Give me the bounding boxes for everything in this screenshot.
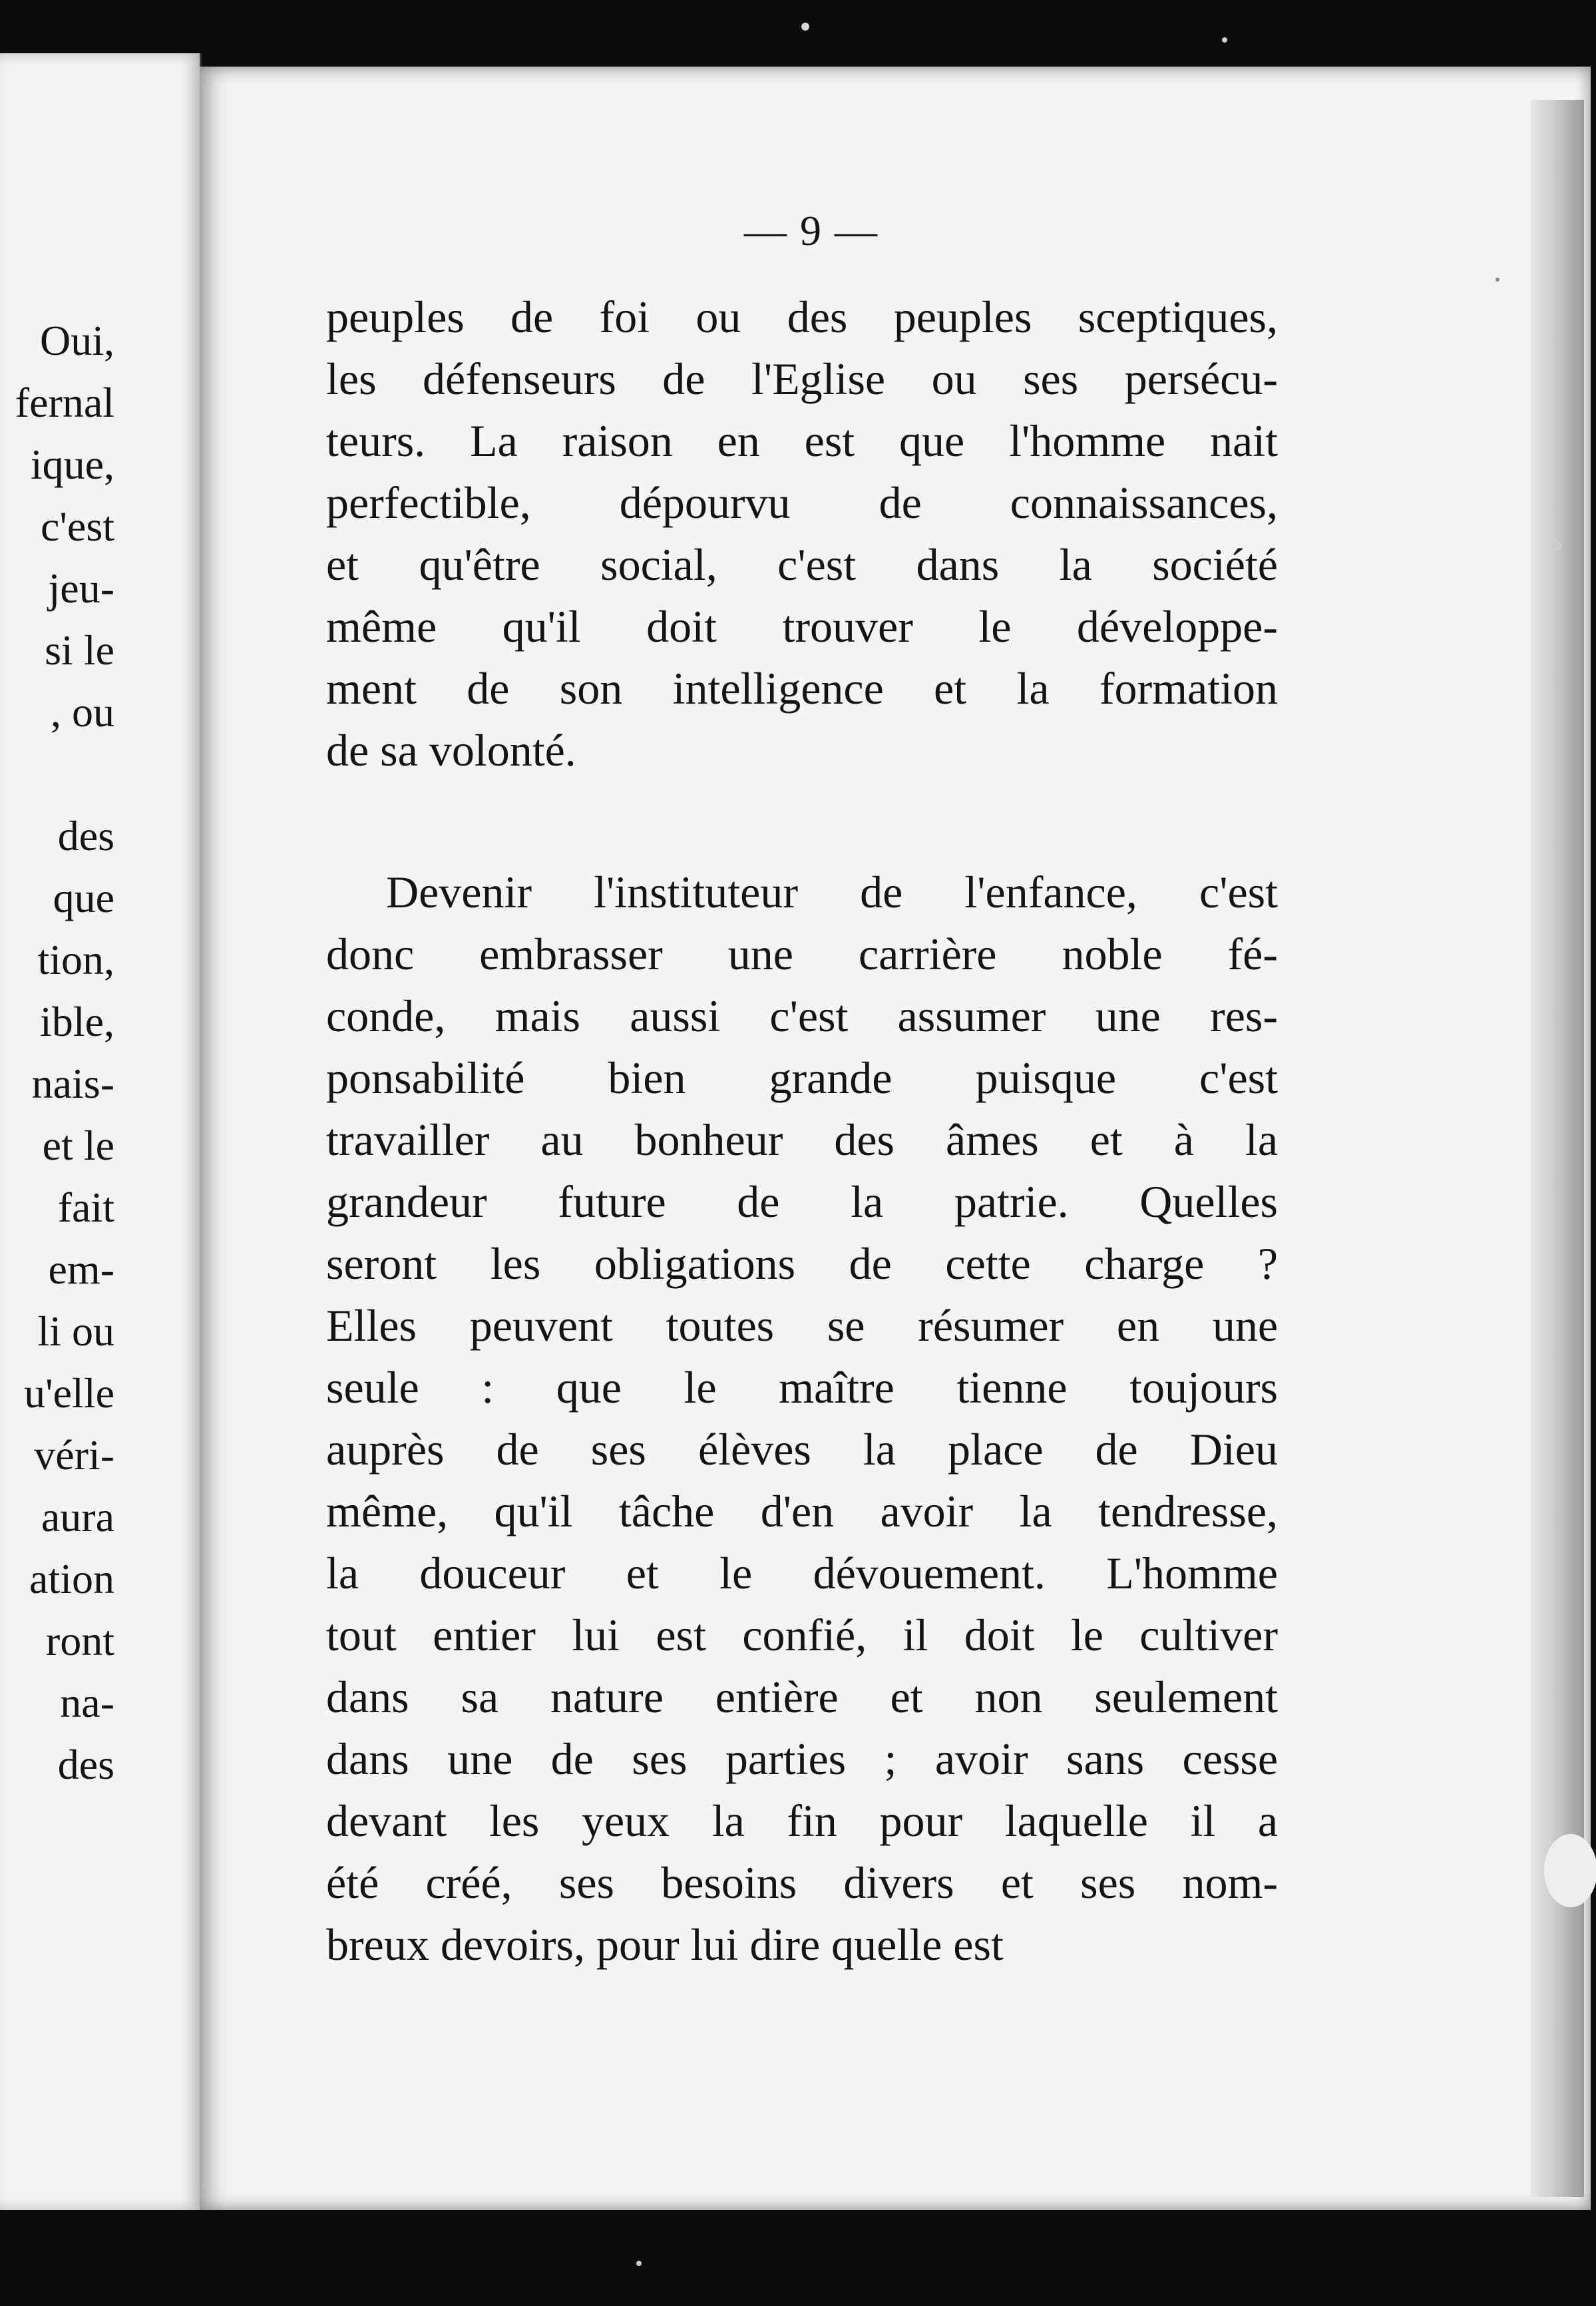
- text-line: de sa volonté.: [326, 725, 576, 776]
- text-line: et qu'être social, c'est dans la société: [326, 539, 1278, 590]
- left-text-fragment: aura: [41, 1493, 114, 1540]
- page-edge: [1531, 100, 1584, 2197]
- left-text-fragment: et le: [42, 1122, 114, 1169]
- left-text-fragment: ible,: [40, 998, 114, 1045]
- paragraph-2: [326, 861, 1278, 1976]
- left-text-fragment: si le: [45, 626, 114, 674]
- left-page-text: [0, 53, 114, 2210]
- left-text-fragment: u'elle: [24, 1369, 114, 1417]
- left-text-fragment: c'est: [40, 503, 114, 550]
- text-line: donc embrasser une carrière noble fé-: [326, 929, 1278, 979]
- paragraph-1: [326, 286, 1278, 782]
- left-text-fragment: que: [53, 874, 114, 921]
- text-line: dans une de ses parties ; avoir sans cesse: [326, 1733, 1278, 1784]
- left-text-fragment: em-: [48, 1246, 114, 1293]
- text-line: perfectible, dépourvu de connaissances,: [326, 477, 1278, 528]
- text-line: même, qu'il tâche d'en avoir la tendresse,: [326, 1486, 1278, 1536]
- left-text-fragment: nais-: [31, 1060, 114, 1107]
- text-line: auprès de ses élèves la place de Dieu: [326, 1424, 1278, 1475]
- text-line: la douceur et le dévouement. L'homme: [326, 1548, 1278, 1598]
- left-text-fragment: , ou: [51, 688, 114, 736]
- left-text-fragment: ique,: [30, 441, 114, 488]
- body-text: [326, 286, 1278, 1976]
- text-line: seront les obligations de cette charge ?: [326, 1238, 1278, 1289]
- text-line: dans sa nature entière et non seulement: [326, 1672, 1278, 1722]
- text-line: grandeur future de la patrie. Quelles: [326, 1176, 1278, 1227]
- text-line: même qu'il doit trouver le développe-: [326, 601, 1278, 652]
- left-text-fragment: li ou: [37, 1307, 114, 1355]
- left-text-fragment: jeu-: [48, 565, 114, 612]
- left-text-fragment: véri-: [34, 1431, 114, 1479]
- text-line: les défenseurs de l'Eglise ou ses persécu-: [326, 353, 1278, 404]
- text-line: teurs. La raison en est que l'homme nait: [326, 415, 1278, 466]
- text-line: ment de son intelligence et la formation: [326, 663, 1278, 714]
- left-text-fragment: des: [57, 812, 114, 859]
- text-line: breux devoirs, pour lui dire quelle est: [326, 1919, 1004, 1970]
- text-line: tout entier lui est confié, il doit le cultiver: [326, 1610, 1278, 1660]
- text-line: seule : que le maître tienne toujours: [326, 1362, 1278, 1413]
- left-text-fragment: fait: [57, 1184, 114, 1231]
- text-line: ponsabilité bien grande puisque c'est: [326, 1052, 1278, 1103]
- left-text-fragment: na-: [60, 1679, 114, 1726]
- text-line: été créé, ses besoins divers et ses nom-: [326, 1857, 1278, 1908]
- left-page: [0, 53, 202, 2210]
- left-text-fragment: fernal: [15, 379, 114, 426]
- text-line: conde, mais aussi c'est assumer une res-: [326, 991, 1278, 1041]
- left-text-fragment: Oui,: [40, 317, 114, 364]
- text-line: peuples de foi ou des peuples sceptiques,: [326, 292, 1278, 342]
- text-line: devant les yeux la fin pour laquelle il a: [326, 1795, 1278, 1846]
- left-text-fragment: des: [57, 1741, 114, 1788]
- text-line: Elles peuvent toutes se résumer en une: [326, 1300, 1278, 1351]
- left-text-fragment: ront: [45, 1617, 114, 1664]
- text-line: travailler au bonheur des âmes et à la: [326, 1114, 1278, 1165]
- left-text-fragment: ation: [29, 1555, 114, 1602]
- page-number: — 9 —: [744, 207, 879, 254]
- text-line: Devenir l'instituteur de l'enfance, c'est: [386, 867, 1278, 917]
- left-text-fragment: tion,: [37, 936, 114, 983]
